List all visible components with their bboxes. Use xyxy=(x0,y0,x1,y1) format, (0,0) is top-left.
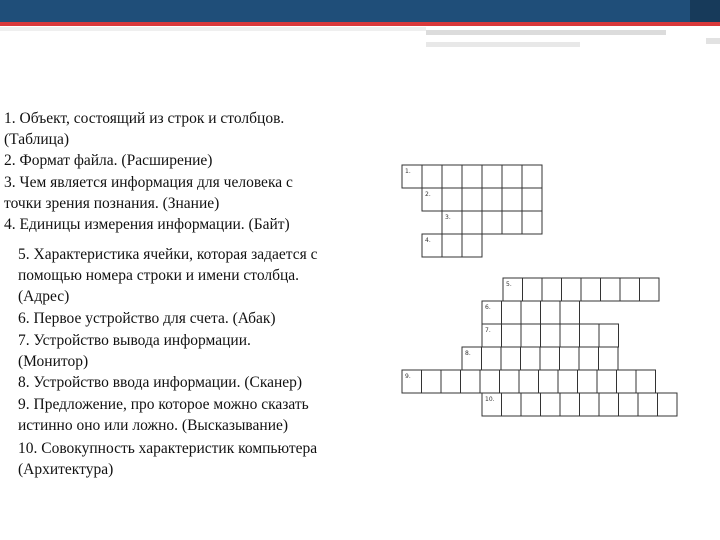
crossword2-cell xyxy=(617,370,637,393)
crossword2-cell xyxy=(560,301,580,324)
crossword2-cell xyxy=(501,347,521,370)
crossword-number-label: 1. xyxy=(405,168,411,175)
crossword1-cell xyxy=(462,211,482,234)
crossword2-cell xyxy=(636,370,656,393)
crossword2-cell xyxy=(519,370,539,393)
crossword2-cell xyxy=(480,370,500,393)
crossword2-cell xyxy=(521,301,541,324)
crossword2-cell xyxy=(658,393,678,416)
question-line: 10. Совокупность характеристик компьютера xyxy=(18,440,318,457)
question-line: 6. Первое устройство для счета. (Абак) xyxy=(18,310,276,327)
question-line: помощью номера строки и имени столбца. xyxy=(18,267,300,284)
crossword2-cell xyxy=(539,370,559,393)
crossword-number-label: 5. xyxy=(506,281,512,288)
question-line: точки зрения познания. (Знание) xyxy=(4,195,220,212)
crossword2-cell xyxy=(580,324,600,347)
crossword1-cell xyxy=(482,211,502,234)
crossword2-cell xyxy=(599,324,619,347)
crossword1-cell xyxy=(502,211,522,234)
crossword-number-label: 8. xyxy=(465,350,471,357)
crossword1-cell xyxy=(482,188,502,211)
question-line: (Архитектура) xyxy=(18,461,114,478)
question-line: 1. Объект, состоящий из строк и столбцов. xyxy=(4,110,285,127)
crossword2-cell xyxy=(541,301,561,324)
crossword-number-label: 4. xyxy=(425,237,431,244)
crossword1-cell xyxy=(462,234,482,257)
crossword2-cell xyxy=(541,393,561,416)
question-line: 9. Предложение, про которое можно сказать xyxy=(18,396,309,413)
crossword-number-label: 9. xyxy=(405,373,411,380)
question-line: 3. Чем является информация для человека с xyxy=(4,174,293,191)
crossword2-cell xyxy=(540,347,560,370)
crossword1-cell xyxy=(522,188,542,211)
crossword-number-label: 6. xyxy=(485,304,491,311)
crossword2-cell xyxy=(597,370,617,393)
question-line: 2. Формат файла. (Расширение) xyxy=(4,152,213,169)
crossword2-cell xyxy=(620,278,640,301)
crossword2-cell xyxy=(560,347,580,370)
question-line: (Адрес) xyxy=(18,288,70,305)
crossword1-cell xyxy=(462,165,482,188)
crossword2-cell xyxy=(578,370,598,393)
crossword2-cell xyxy=(461,370,481,393)
crossword1-cell xyxy=(482,165,502,188)
crossword2-cell xyxy=(640,278,660,301)
crossword-number-label: 10. xyxy=(485,396,495,403)
crossword2-cell xyxy=(482,347,502,370)
crossword2-cell xyxy=(521,347,541,370)
question-line: 4. Единицы измерения информации. (Байт) xyxy=(4,216,290,233)
crossword2-cell xyxy=(560,324,580,347)
question-line: 8. Устройство ввода информации. (Сканер) xyxy=(18,374,303,391)
question-line: (Монитор) xyxy=(18,353,89,370)
crossword1-cell xyxy=(462,188,482,211)
crossword2-cell xyxy=(599,347,619,370)
crossword1-cell xyxy=(522,165,542,188)
crossword2-cell xyxy=(523,278,543,301)
crossword1-cell xyxy=(502,165,522,188)
question-line: истинно оно или ложно. (Высказывание) xyxy=(18,417,289,434)
crossword-number-label: 7. xyxy=(485,327,491,334)
crossword2-cell xyxy=(580,393,600,416)
crossword2-cell xyxy=(560,393,580,416)
crossword1-cell xyxy=(522,211,542,234)
crossword2-cell xyxy=(638,393,658,416)
crossword2-cell xyxy=(541,324,561,347)
crossword2-cell xyxy=(521,393,541,416)
crossword2-cell xyxy=(558,370,578,393)
crossword2-cell xyxy=(500,370,520,393)
crossword-number-label: 2. xyxy=(425,191,431,198)
crossword2-cell xyxy=(502,301,522,324)
question-line: 5. Характеристика ячейки, которая задается с xyxy=(18,246,318,263)
crossword1-cell xyxy=(442,165,462,188)
crossword1-cell xyxy=(502,188,522,211)
crossword1-cell xyxy=(422,165,442,188)
crossword2-cell xyxy=(542,278,562,301)
crossword2-cell xyxy=(581,278,601,301)
question-line: 7. Устройство вывода информации. xyxy=(18,332,251,349)
crossword2-cell xyxy=(599,393,619,416)
question-line: (Таблица) xyxy=(4,131,69,148)
crossword-number-label: 3. xyxy=(445,214,451,221)
crossword2-cell xyxy=(502,393,522,416)
crossword2-cell xyxy=(441,370,461,393)
crossword2-cell xyxy=(562,278,582,301)
crossword2-cell xyxy=(601,278,621,301)
crossword2-cell xyxy=(502,324,522,347)
crossword1-cell xyxy=(442,234,462,257)
crossword2-cell xyxy=(422,370,442,393)
crossword1-cell xyxy=(442,188,462,211)
crossword2-cell xyxy=(579,347,599,370)
crossword2-cell xyxy=(521,324,541,347)
crossword2-cell xyxy=(619,393,639,416)
